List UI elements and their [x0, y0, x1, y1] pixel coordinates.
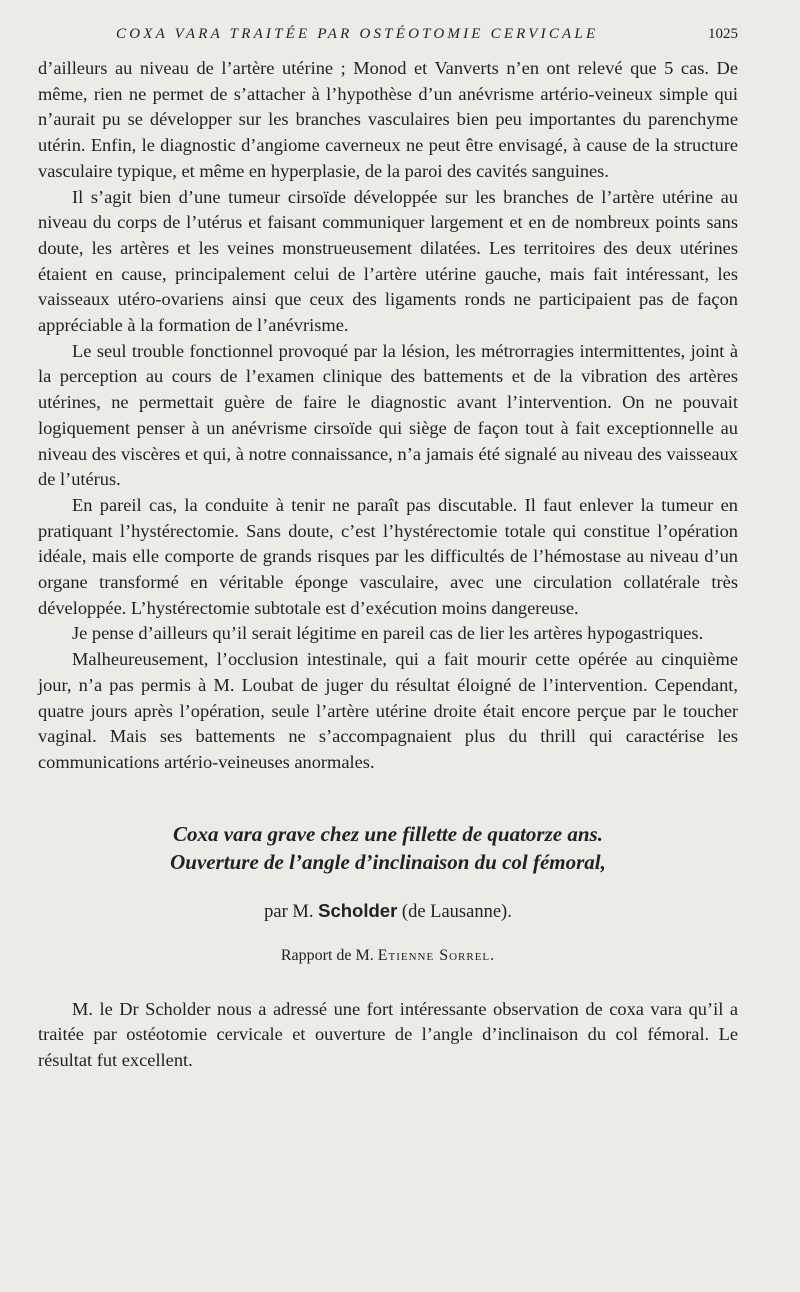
- paragraph: Malheureusement, l’occlusion intestinale, qui a fait mourir cette opérée au cinquième jour, n’a pas permis à M. Loubat de juger du résultat éloigné de l’intervention. Cependant, quatre jours après l’opération, seule l’artère utérine droite était encore perçue par le toucher vaginal. Mais ses battements ne s’accompagnaient plus du thrill qui caractérise les communications artério-veineuses anormales.: [38, 649, 738, 772]
- report-line: [38, 947, 738, 965]
- page-number: 1025: [708, 26, 738, 42]
- paragraph: En pareil cas, la conduite à tenir ne paraît pas discutable. Il faut enlever la tumeur en pratiquant l’hystérectomie. Sans doute, c’est l’hystérectomie totale qui constitue l’opération idéale, mais elle comporte de grands risques par les difficultés de l’hémostase au niveau d’un organe transformé en véritable éponge vasculaire, avec une circulation collatérale très développée. L’hystérectomie subtotale est d’exécution moins dangereuse.: [38, 494, 738, 618]
- running-title: COXA VARA TRAITÉE PAR OSTÉOTOMIE CERVICALE: [116, 26, 599, 42]
- author-line: [38, 900, 738, 923]
- article-title-line: Ouverture de l’angle d’inclinaison du col fémoral,: [170, 849, 606, 874]
- report-prefix: Rapport de M.: [280, 946, 374, 964]
- running-head: [38, 26, 738, 56]
- paragraph: Il s’agit bien d’une tumeur cirsoïde développée sur les branches de l’artère utérine au niveau du corps de l’utérus et faisant communiquer largement et en de nombreux points sans doute, les artères et les veines monstrueusement dilatées. Les territoires des deux utérines étaient en cause, principalement celui de l’artère utérine gauche, mais fait intéressant, les vaisseaux utéro-ovariens ainsi que ceux des ligaments ronds ne participaient pas de façon appréciable à la formation de l’anévrisme.: [38, 186, 738, 336]
- article-title: [38, 820, 738, 876]
- author-prefix: par M.: [264, 901, 314, 922]
- paragraph: Le seul trouble fonctionnel provoqué par la lésion, les métrorragies intermittentes, joint à la perception au cours de l’examen clinique des battements et de la vibration des artères utérines, ne permettait guère de faire le diagnostic avant l’intervention. On ne pouvait logiquement penser à un anévrisme cirsoïde qui siège de façon tout à fait exceptionnelle au niveau des viscères et qui, à notre connaissance, n’a jamais été signalé au niveau des vaisseaux de l’utérus.: [38, 340, 738, 490]
- intro-paragraph: M. le Dr Scholder nous a adressé une fort intéressante observation de coxa vara qu’il a traitée par ostéotomie cervicale et ouverture de l’angle d’inclinaison du col fémoral. Le résultat fut excellent.: [38, 998, 738, 1071]
- author-affiliation: (de Lausanne).: [401, 901, 512, 922]
- body-text: [38, 56, 738, 776]
- article-intro: [38, 997, 738, 1074]
- reporter-name: Etienne Sorrel.: [377, 946, 496, 964]
- paragraph: Je pense d’ailleurs qu’il serait légitime en pareil cas de lier les artères hypogastriques.: [72, 623, 704, 644]
- author-name: Scholder: [318, 899, 398, 921]
- article-title-line: Coxa vara grave chez une fillette de quatorze ans.: [173, 821, 603, 846]
- paragraph: d’ailleurs au niveau de l’artère utérine ; Monod et Vanverts n’en ont relevé que 5 cas. De même, rien ne permet de s’attacher à l’hypothèse d’un anévrisme artério-veineux simple qui n’aurait pu se développer sur les branches vasculaires bien peu importantes du parenchyme utérin. Enfin, le diagnostic d’angiome caverneux ne peut être envisagé, à cause de la structure vasculaire typique, et même en hyperplasie, de la paroi des cavités sanguines.: [38, 58, 738, 181]
